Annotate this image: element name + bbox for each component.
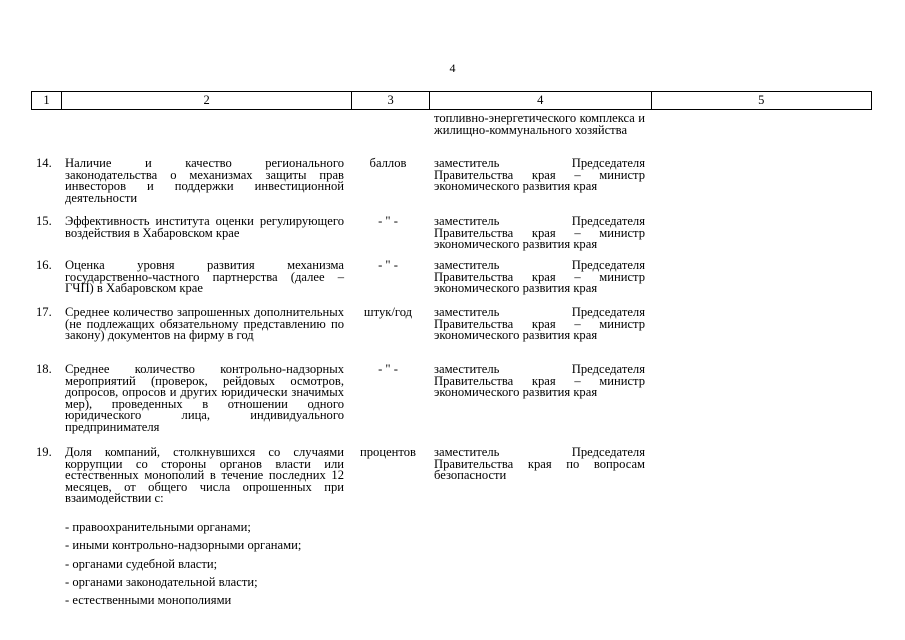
list-item: - естественными монополиями (65, 593, 232, 608)
header-col-2: 2 (61, 92, 351, 109)
list-item: - органами законодательной власти; (65, 574, 258, 589)
row-number: 18. (36, 362, 52, 376)
row-responsible: заместитель Председателя Правительства края – министр экономического развития края (434, 362, 645, 399)
row-number: 17. (36, 305, 52, 319)
row-indicator: Наличие и качество регионального законодательства о механизмах защиты прав инвесторов и поддержки инвестиционной деятельности (65, 156, 344, 205)
row-indicator: Эффективность института оценки регулирующего воздействия в Хабаровском крае (65, 214, 344, 240)
page-number: 4 (449, 61, 456, 75)
table-header-row (31, 91, 872, 110)
sub-item-list (65, 520, 365, 611)
row-number: 15. (36, 214, 52, 228)
row-indicator: Оценка уровня развития механизма государственно-частного партнерства (далее – ГЧП) в Хабаровском крае (65, 258, 344, 295)
row-responsible: заместитель Председателя Правительства края – министр экономического развития края (434, 258, 645, 295)
row-number: 19. (36, 445, 52, 459)
header-col-1: 1 (43, 93, 50, 107)
row-number: 16. (36, 258, 52, 272)
row-unit: - " - (378, 214, 398, 228)
row-responsible: заместитель Председателя Правительства края – министр экономического развития края (434, 214, 645, 251)
row-unit: - " - (378, 258, 398, 272)
row-unit: процентов (360, 445, 416, 459)
header-col-4: 4 (429, 92, 650, 109)
list-item: - иными контрольно-надзорными органами; (65, 538, 302, 553)
row-indicator: Среднее количество контрольно-надзорных мероприятий (проверок, рейдовых осмотров, допросов, опросов и других юридически значимых мер), проведенных в отношении одного юридического лица, индивидуального предпринимателя (65, 362, 344, 434)
list-item: - органами судебной власти; (65, 556, 218, 571)
row-indicator: Доля компаний, столкнувшихся со случаями коррупции со стороны органов власти или естественных монополий в течение последних 12 месяцев, от общего числа опрошенных при взаимодействии с: (65, 445, 344, 505)
row-unit: баллов (369, 156, 407, 170)
row-responsible: заместитель Председателя Правительства края по вопросам безопасности (434, 445, 645, 482)
list-item: - правоохранительными органами; (65, 520, 251, 534)
header-col-3: 3 (351, 92, 429, 109)
continuation-text: топливно-энергетического комплекса и жилищно-коммунального хозяйства (434, 111, 645, 137)
row-unit: - " - (378, 362, 398, 376)
header-col-5: 5 (651, 92, 871, 109)
row-responsible: заместитель Председателя Правительства края – министр экономического развития края (434, 305, 645, 342)
row-indicator: Среднее количество запрошенных дополнительных (не подлежащих обязательному представлению по закону) документов на фирму в год (65, 305, 344, 342)
row-responsible: заместитель Председателя Правительства края – министр экономического развития края (434, 156, 645, 193)
row-number: 14. (36, 156, 52, 170)
row-unit: штук/год (363, 305, 413, 319)
